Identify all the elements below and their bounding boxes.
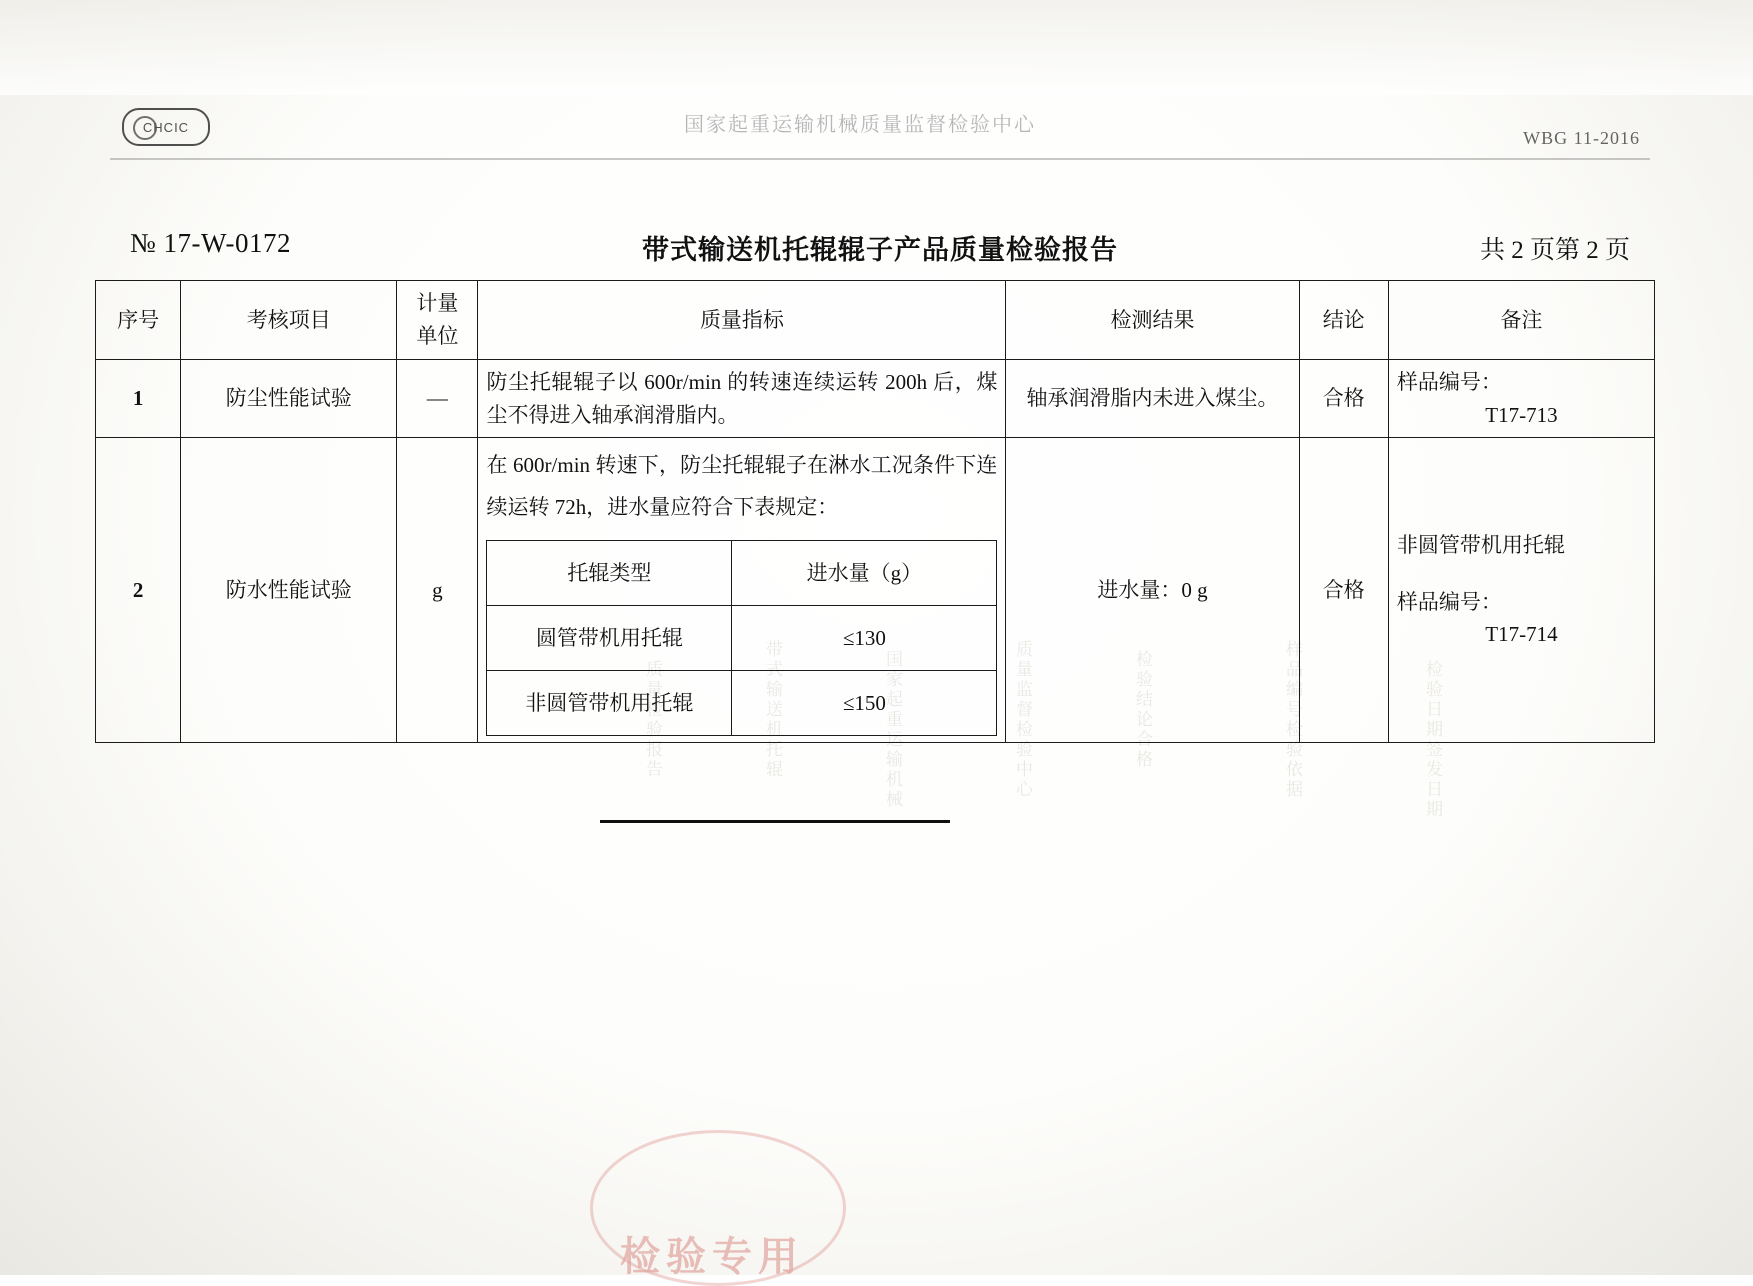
page-title: 带式输送机托辊辊子产品质量检验报告 xyxy=(642,235,1118,265)
inspection-table xyxy=(95,280,1655,743)
document-code: WBG 11-2016 xyxy=(1523,128,1640,148)
row-unit: g xyxy=(397,438,478,743)
col-header-remark: 备注 xyxy=(1388,281,1654,360)
row-remark xyxy=(1388,360,1654,438)
scan-bleed-text: 检验结论合格 xyxy=(1133,650,1152,770)
row-spec: 防尘托辊辊子以 600r/min 的转速连续运转 200h 后，煤尘不得进入轴承润滑脂内。 xyxy=(478,360,1006,438)
remark-spacer xyxy=(1397,562,1646,586)
col-header-unit xyxy=(397,281,478,360)
org-title: 国家起重运输机械质量监督检验中心 xyxy=(684,114,1036,136)
inner-col-header-type: 托辊类型 xyxy=(487,541,732,606)
row-spec-text: 在 600r/min 转速下，防尘托辊辊子在淋水工况条件下连续运转 72h，进水量应符合下表规定： xyxy=(486,453,998,520)
inner-cell-amount: ≤130 xyxy=(732,606,997,671)
scan-bleed-text: 质量监督检验中心 xyxy=(1013,640,1032,800)
scan-bleed-text: 检验日期签发日期 xyxy=(1423,660,1442,820)
end-of-content-rule xyxy=(600,820,950,823)
remark-top-note: 非圆管带机用托辊 xyxy=(1396,533,1565,558)
row-unit: — xyxy=(397,360,478,438)
col-header-result: 检测结果 xyxy=(1006,281,1299,360)
col-header-index: 序号 xyxy=(96,281,181,360)
inner-header-row xyxy=(487,541,997,606)
org-logo: CHCIC xyxy=(122,108,210,146)
page-header xyxy=(110,100,1650,158)
row-index: 1 xyxy=(96,360,181,438)
row-item: 防水性能试验 xyxy=(181,438,397,743)
col-header-conclusion: 结论 xyxy=(1299,281,1388,360)
header-divider xyxy=(110,158,1650,160)
inner-table-row xyxy=(487,671,997,736)
inner-cell-type: 非圆管带机用托辊 xyxy=(487,671,732,736)
table-row xyxy=(96,438,1655,743)
scan-bleed-text: 质量检验报告 xyxy=(643,660,662,780)
row-item: 防尘性能试验 xyxy=(181,360,397,438)
remark-value: T17-714 xyxy=(1485,622,1558,647)
row-conclusion: 合格 xyxy=(1299,360,1388,438)
page-indicator: 共 2 页第 2 页 xyxy=(1479,237,1630,264)
scan-bleed-text: 带式输送机托辊 xyxy=(763,640,782,780)
row-index: 2 xyxy=(96,438,181,743)
row-result: 轴承润滑脂内未进入煤尘。 xyxy=(1006,360,1299,438)
row-spec xyxy=(478,438,1006,743)
scan-bleed-text: 样品编号检验依据 xyxy=(1283,640,1302,800)
table-row xyxy=(96,360,1655,438)
remark-label: 样品编号： xyxy=(1396,370,1502,394)
table-header-row xyxy=(96,281,1655,360)
inner-cell-type: 圆管带机用托辊 xyxy=(487,606,732,671)
stamp-text: 检验专用 xyxy=(620,1234,804,1279)
col-header-unit-line1: 计量 xyxy=(416,291,459,316)
inner-table-row xyxy=(487,606,997,671)
remark-value: T17-713 xyxy=(1485,402,1558,427)
col-header-item: 考核项目 xyxy=(181,281,397,360)
remark-label: 样品编号： xyxy=(1396,589,1502,614)
inner-col-header-amount: 进水量（g） xyxy=(732,541,997,606)
row-remark xyxy=(1388,438,1654,743)
row-result: 进水量：0 g xyxy=(1006,438,1299,743)
official-stamp xyxy=(590,1130,1110,1280)
col-header-unit-line2: 单位 xyxy=(416,324,459,348)
inner-cell-amount: ≤150 xyxy=(732,671,997,736)
water-ingress-table xyxy=(486,540,997,736)
stamp-ring xyxy=(590,1130,846,1286)
col-header-spec: 质量指标 xyxy=(478,281,1006,360)
scan-bleed-text: 国家起重运输机械 xyxy=(883,650,902,810)
title-row xyxy=(110,228,1650,268)
row-conclusion: 合格 xyxy=(1299,438,1388,743)
report-number: № 17-W-0172 xyxy=(130,228,291,258)
